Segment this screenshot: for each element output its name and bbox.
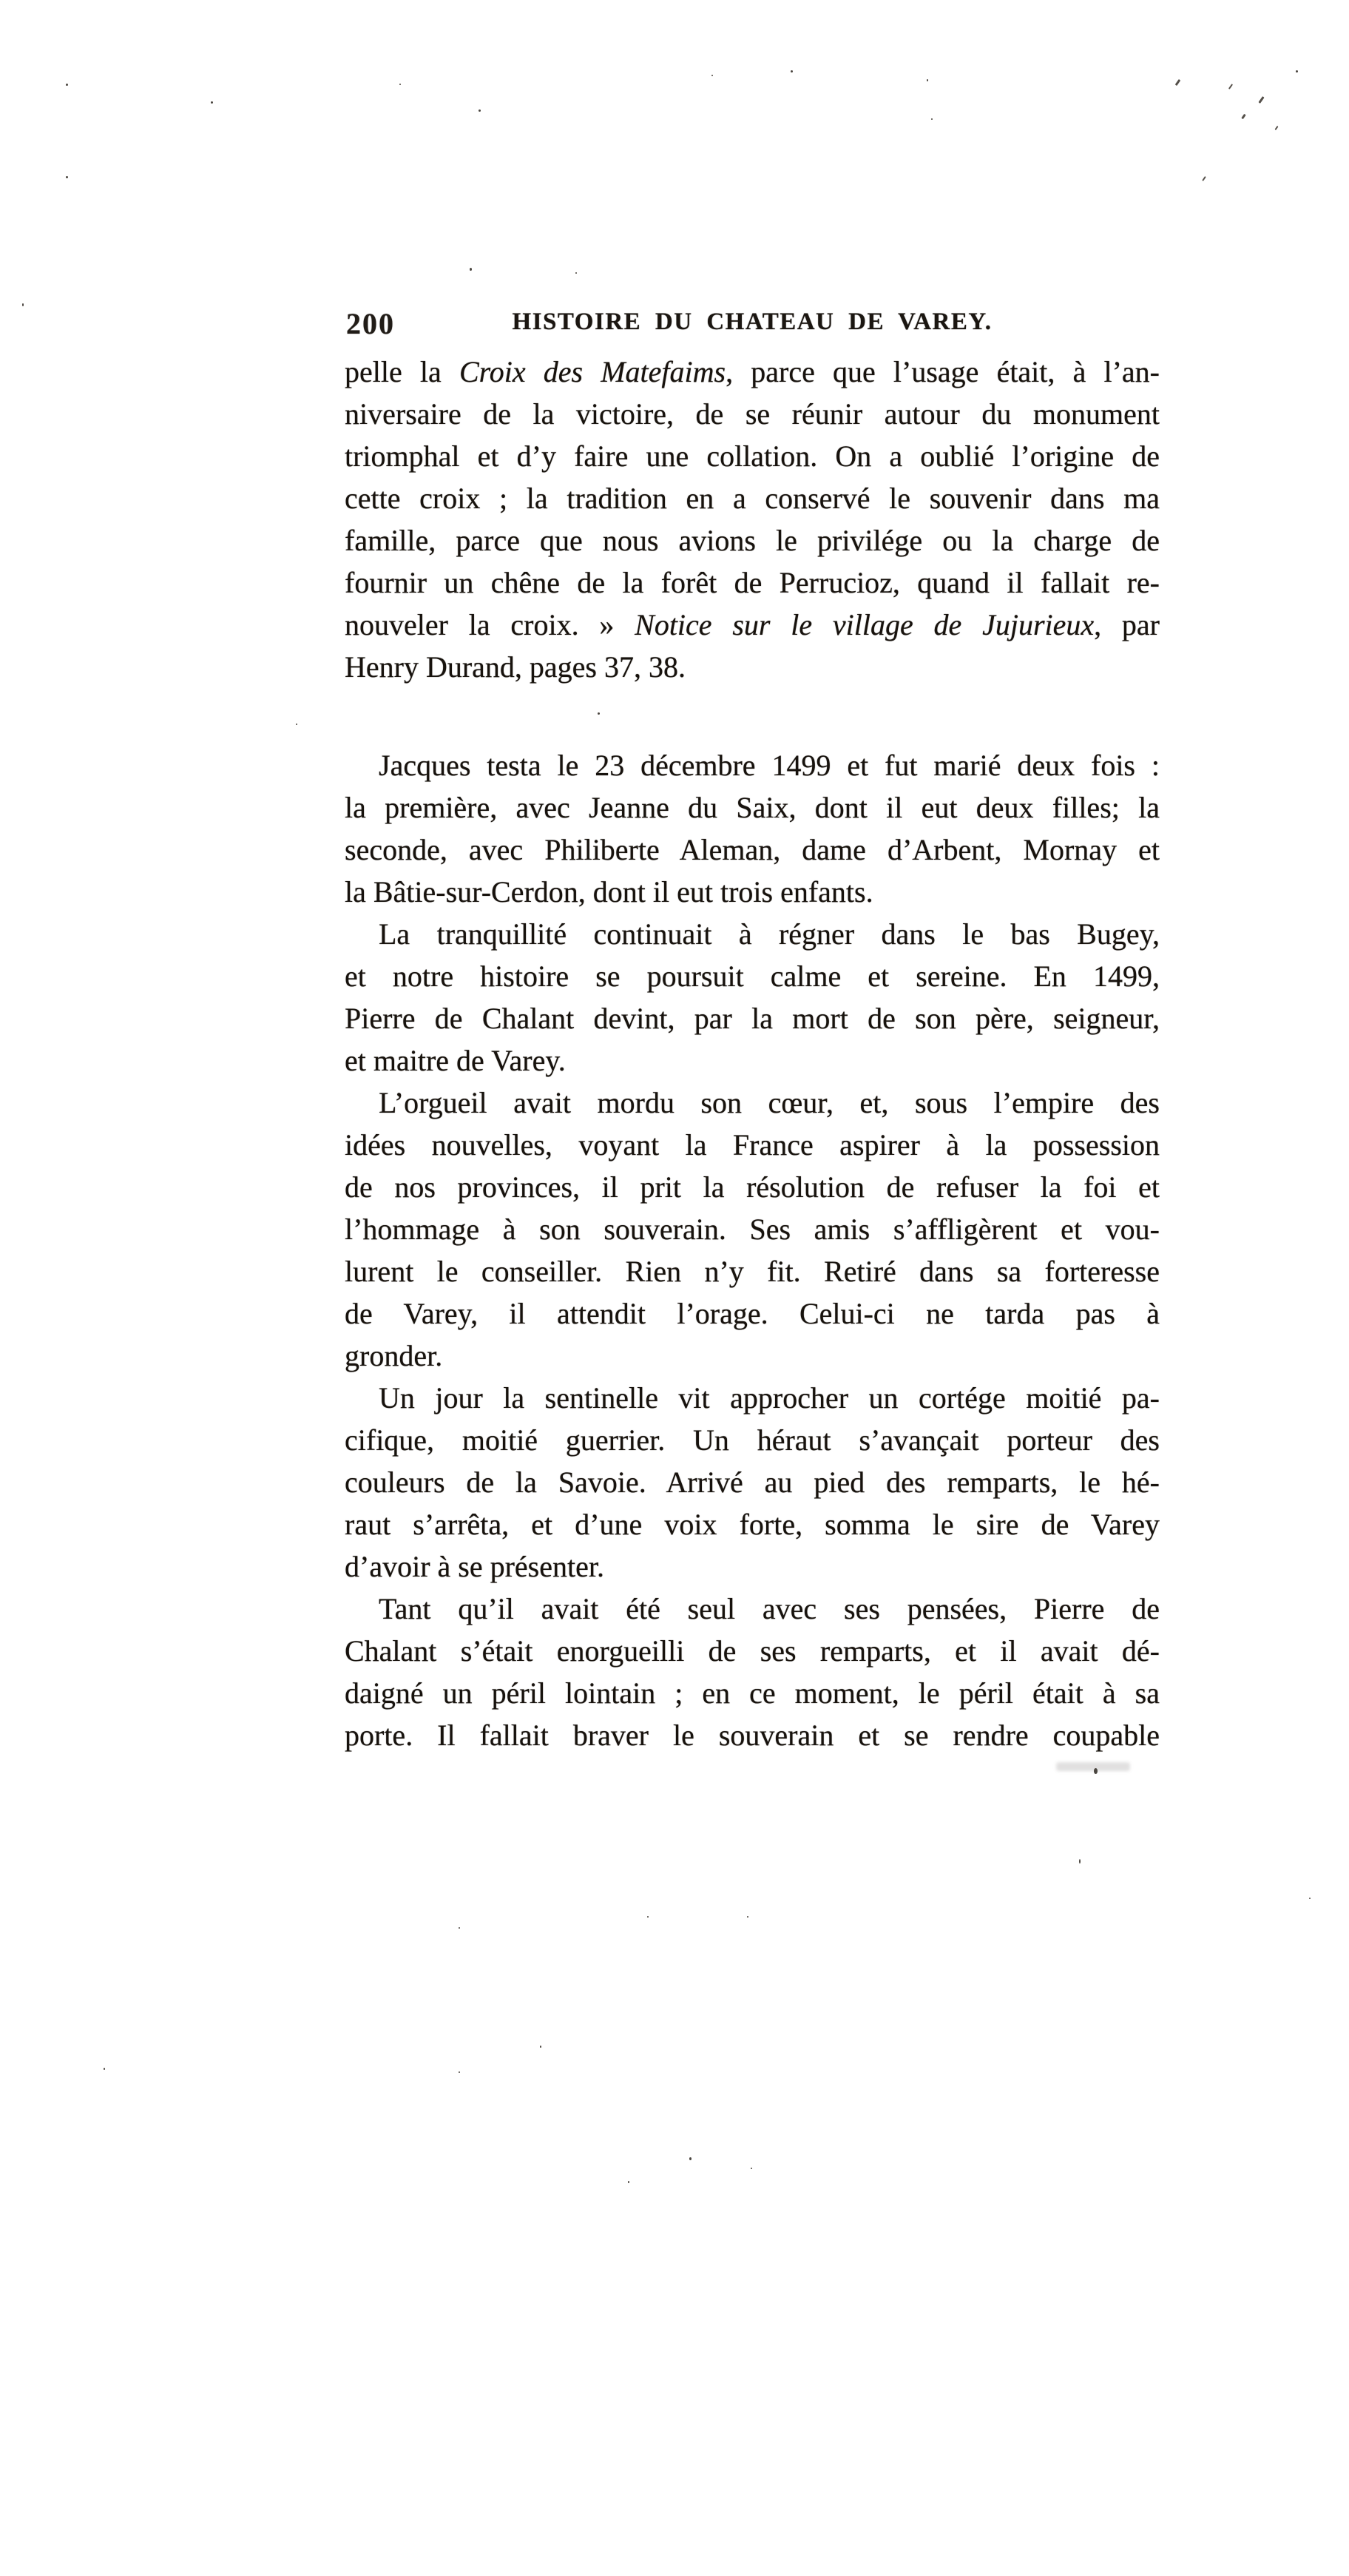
scan-speck — [927, 79, 928, 81]
text-segment: famille, parce que nous avions le privilége ou la charge de — [345, 524, 1160, 557]
text-line — [345, 913, 1160, 955]
text-segment: La tranquillité continuait à régner dans le bas Bugey, — [379, 917, 1160, 951]
text-segment: couleurs de la Savoie. Arrivé au pied des remparts, le hé- — [345, 1466, 1160, 1499]
scan-speck — [470, 268, 472, 271]
text-segment: pelle la — [345, 355, 459, 388]
scan-speck — [22, 303, 24, 306]
scan-smudge — [1056, 1762, 1130, 1771]
text-segment: de Varey, il attendit l’orage. Celui-ci ne tarda pas à — [345, 1297, 1160, 1330]
scan-speck — [459, 2071, 460, 2073]
text-segment: cifique, moitié guerrier. Un héraut s’avançait porteur des — [345, 1423, 1160, 1457]
text-line — [345, 477, 1160, 519]
text-segment: raut s’arrêta, et d’une voix forte, somma le sire de Varey — [345, 1508, 1160, 1541]
text-line — [345, 1250, 1160, 1292]
text-segment: , parce que l’usage était, à l’an- — [726, 355, 1160, 388]
text-segment: la première, avec Jeanne du Saix, dont il eut deux filles; la — [345, 791, 1160, 824]
scan-speck — [479, 109, 481, 112]
scan-speck — [211, 101, 213, 104]
paragraph — [345, 1588, 1160, 1756]
text-segment: cette croix ; la tradition en a conservé le souvenir dans ma — [345, 482, 1160, 515]
scan-speck — [1258, 96, 1264, 104]
scan-speck — [647, 1916, 649, 1918]
scan-speck — [689, 2157, 692, 2160]
italic-text-segment: Notice sur le village de Jujurieux — [635, 608, 1095, 641]
text-line — [345, 1545, 1160, 1588]
text-line — [345, 393, 1160, 435]
page-header — [345, 302, 1160, 343]
text-line — [345, 871, 1160, 913]
text-line — [345, 1588, 1160, 1630]
text-line — [345, 829, 1160, 871]
page-number: 200 — [346, 307, 395, 340]
scan-speck — [931, 118, 933, 120]
running-title: HISTOIRE DU CHATEAU DE VAREY. — [512, 308, 993, 335]
text-segment: niversaire de la victoire, de se réunir autour du monument — [345, 397, 1160, 431]
text-line — [345, 1672, 1160, 1714]
scan-speck — [791, 70, 793, 73]
scan-speck — [1241, 114, 1245, 119]
scan-speck — [1296, 70, 1298, 73]
text-segment: nouveler la croix. » — [345, 608, 635, 641]
scan-speck — [1202, 176, 1206, 181]
italic-text-segment: Croix des Matefaims — [459, 355, 726, 388]
text-line — [345, 1082, 1160, 1124]
text-segment: Tant qu’il avait été seul avec ses pensées, Pierre de — [379, 1592, 1160, 1625]
text-segment: Un jour la sentinelle vit approcher un cortége moitié pa- — [379, 1381, 1160, 1415]
text-line — [345, 1335, 1160, 1377]
text-segment: de nos provinces, il prit la résolution de refuser la foi et — [345, 1170, 1160, 1204]
text-line — [345, 786, 1160, 829]
text-line — [345, 1503, 1160, 1545]
text-line — [345, 1461, 1160, 1503]
scan-speck — [1274, 126, 1278, 130]
text-segment: Pierre de Chalant devint, par la mort de son père, seigneur, — [345, 1002, 1160, 1035]
scan-speck — [1175, 79, 1181, 86]
text-segment: Henry Durand, pages 37, 38. — [345, 650, 686, 684]
scan-speck — [1228, 84, 1233, 90]
scan-speck — [1079, 1859, 1081, 1864]
text-line — [345, 646, 1160, 688]
text-segment: et maitre de Varey. — [345, 1044, 566, 1077]
text-segment: Jacques testa le 23 décembre 1499 et fut marié deux fois : — [379, 749, 1160, 782]
paragraph — [345, 1377, 1160, 1588]
scan-speck — [66, 84, 68, 86]
text-segment: , par — [1094, 608, 1160, 641]
text-segment: triomphal et d’y faire une collation. On a oublié l’origine de — [345, 439, 1160, 473]
text-line — [345, 351, 1160, 393]
text-line — [345, 1419, 1160, 1461]
scan-speck — [598, 712, 600, 715]
text-segment: L’orgueil avait mordu son cœur, et, sous l’empire des — [379, 1086, 1160, 1119]
scan-speck — [1094, 1768, 1098, 1774]
text-segment: Chalant s’était enorgueilli de ses remparts, et il avait dé- — [345, 1634, 1160, 1668]
text-segment: daigné un péril lointain ; en ce moment, le péril était à sa — [345, 1676, 1160, 1710]
text-line — [345, 562, 1160, 604]
text-segment: idées nouvelles, voyant la France aspirer à la possession — [345, 1128, 1160, 1161]
paragraph — [345, 1082, 1160, 1377]
scan-speck — [751, 2168, 752, 2169]
text-line — [345, 435, 1160, 477]
text-segment: gronder. — [345, 1339, 443, 1372]
text-line — [345, 604, 1160, 646]
scan-speck — [399, 84, 401, 85]
scan-speck — [575, 272, 577, 274]
scan-speck — [296, 724, 297, 725]
text-line — [345, 1714, 1160, 1756]
text-segment: lurent le conseiller. Rien n’y fit. Retiré dans sa forteresse — [345, 1255, 1160, 1288]
text-line — [345, 1377, 1160, 1419]
text-segment: la Bâtie-sur-Cerdon, dont il eut trois enfants. — [345, 875, 873, 908]
paragraph — [345, 744, 1160, 913]
text-line — [345, 1292, 1160, 1335]
page-text — [345, 351, 1160, 1756]
text-segment: fournir un chêne de la forêt de Perrucioz, quand il fallait re- — [345, 566, 1160, 599]
text-segment: et notre histoire se poursuit calme et sereine. En 1499, — [345, 960, 1160, 993]
scan-speck — [66, 176, 68, 178]
paragraph — [345, 913, 1160, 1082]
text-segment: seconde, avec Philiberte Aleman, dame d’Arbent, Mornay et — [345, 833, 1160, 866]
text-line — [345, 744, 1160, 786]
text-segment: porte. Il fallait braver le souverain et se rendre coupable — [345, 1719, 1160, 1752]
paragraph — [345, 351, 1160, 688]
scan-speck — [747, 1916, 748, 1918]
text-line — [345, 1124, 1160, 1166]
scan-speck — [711, 75, 713, 76]
scan-speck — [540, 2046, 541, 2048]
scan-speck — [1309, 1898, 1311, 1899]
text-line — [345, 1630, 1160, 1672]
scan-speck — [459, 1927, 460, 1929]
text-line — [345, 1166, 1160, 1208]
text-line — [345, 1039, 1160, 1082]
text-line — [345, 519, 1160, 562]
text-line — [345, 1208, 1160, 1250]
scan-speck — [628, 2181, 629, 2183]
text-line — [345, 997, 1160, 1039]
text-segment: l’hommage à son souverain. Ses amis s’affligèrent et vou- — [345, 1213, 1160, 1246]
text-line — [345, 955, 1160, 997]
text-segment: d’avoir à se présenter. — [345, 1550, 604, 1583]
scan-speck — [104, 2068, 105, 2070]
